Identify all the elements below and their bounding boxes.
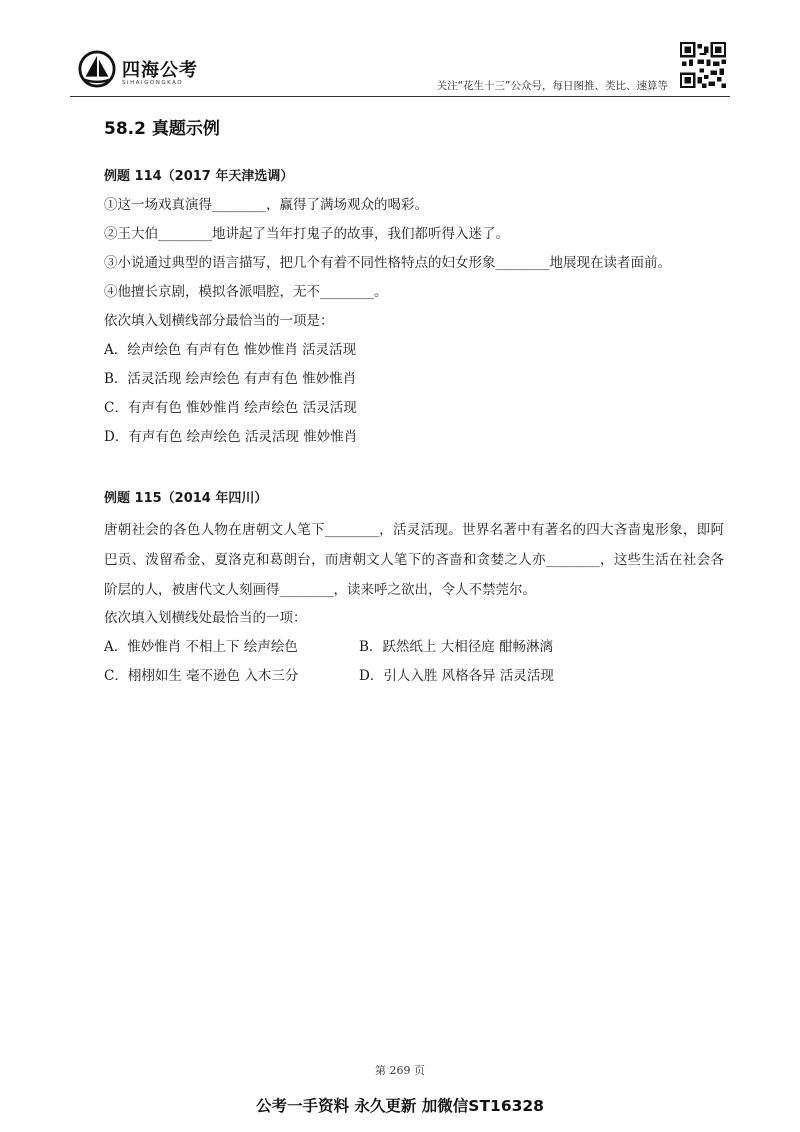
answer-option: D．有声有色 绘声绘色 活灵活现 惟妙惟肖 — [104, 429, 358, 445]
brand-name-pinyin: SIHAIGONGKAO — [122, 80, 184, 86]
page-number: 第 269 页 — [375, 1064, 425, 1077]
question-sentence: ③小说通过典型的语言描写，把几个有着不同性格特点的妇女形象________地展现在读者面前。 — [104, 255, 671, 271]
header-divider — [70, 96, 730, 97]
qr-code-icon — [680, 42, 726, 88]
sailboat-logo-icon — [78, 50, 116, 88]
answer-option: C．有声有色 惟妙惟肖 绘声绘色 活灵活现 — [104, 400, 357, 416]
page-header — [70, 40, 730, 96]
example-115-paragraph: 唐朝社会的各色人物在唐朝文人笔下________，活灵活现。世界名著中有著名的四大吝啬鬼形象，即阿巴贡、泼留希金、夏洛克和葛朗台，而唐朝文人笔下的吝啬和贪婪之人亦________，这些生活在社会各阶层的人，被唐代文人刻画得________，读来呼之欲出，令人不禁莞尔。 — [104, 522, 724, 598]
question-prompt: 依次填入划横线处最恰当的一项： — [104, 610, 307, 626]
answer-option: D．引人入胜 风格各异 活灵活现 — [359, 668, 554, 684]
footer-promo: 公考一手资料 永久更新 加微信ST16328 — [256, 1097, 544, 1115]
header-slogan: 关注“花生十三”公众号，每日图推、类比、速算等 — [436, 80, 668, 92]
question-sentence: ④他擅长京剧，模拟各派唱腔，无不________。 — [104, 284, 388, 300]
answer-option: A．惟妙惟肖 不相上下 绘声绘色 — [104, 639, 298, 655]
example-114 — [104, 162, 724, 452]
example-115-title-block — [104, 484, 724, 513]
answer-option-row — [104, 662, 724, 691]
answer-option: A．绘声绘色 有声有色 惟妙惟肖 活灵活现 — [104, 342, 357, 358]
example-title: 例题 114（2017 年天津选调） — [104, 169, 294, 184]
answer-option: C．栩栩如生 毫不逊色 入木三分 — [104, 668, 299, 684]
answer-option: B．跃然纸上 大相径庭 酣畅淋漓 — [359, 639, 554, 655]
section-title: 58.2 真题示例 — [104, 119, 220, 139]
brand-name: 四海公考 — [122, 60, 198, 81]
question-sentence: ②王大伯________地讲起了当年打鬼子的故事，我们都听得入迷了。 — [104, 226, 509, 242]
answer-option: B．活灵活现 绘声绘色 有声有色 惟妙惟肖 — [104, 371, 357, 387]
question-prompt: 依次填入划横线部分最恰当的一项是： — [104, 313, 334, 329]
example-115-question-block — [104, 604, 724, 691]
brand-logo — [78, 50, 218, 96]
example-title: 例题 115（2014 年四川） — [104, 491, 268, 506]
answer-option-row — [104, 633, 724, 662]
question-sentence: ①这一场戏真演得________，赢得了满场观众的喝彩。 — [104, 197, 428, 213]
